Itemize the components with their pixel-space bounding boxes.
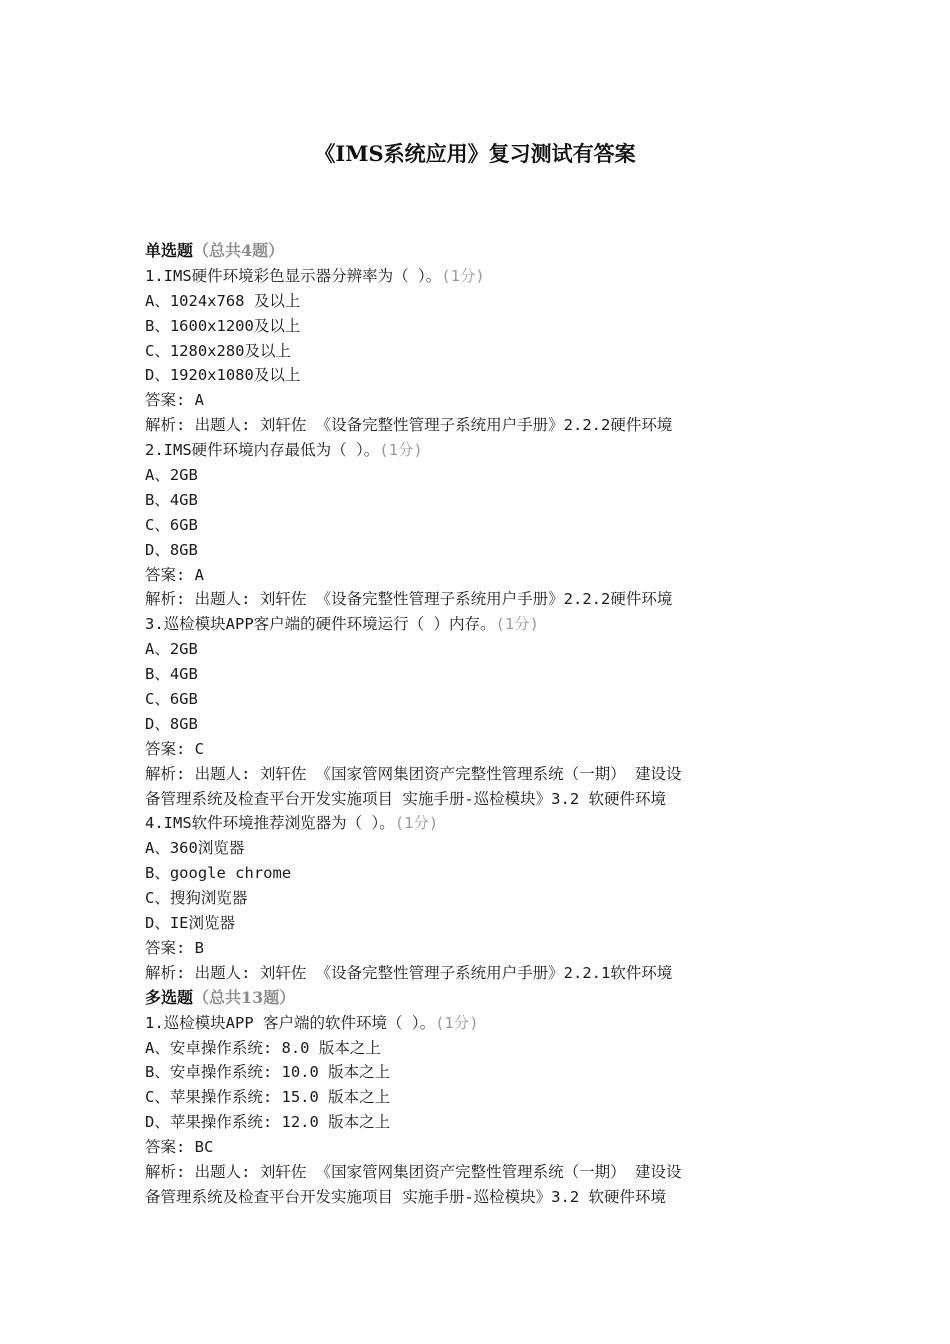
question-option: D、1920x1080及以上 <box>145 366 301 385</box>
question-option: A、2GB <box>145 466 198 485</box>
question-option: B、1600x1200及以上 <box>145 316 301 335</box>
question-stem <box>145 1011 825 1036</box>
question-analysis: 解析: 出题人: 刘轩佐 《设备完整性管理子系统用户手册》2.2.2硬件环境 <box>145 416 673 435</box>
document-title: 《IMS系统应用》复习测试有答案 <box>314 141 636 166</box>
question-option: A、安卓操作系统: 8.0 版本之上 <box>145 1038 381 1057</box>
question-analysis-continued: 备管理系统及检查平台开发实施项目 实施手册-巡检模块》3.2 软硬件环境 <box>145 789 666 808</box>
question-score: (1分) <box>379 441 423 460</box>
question-analysis: 解析: 出题人: 刘轩佐 《设备完整性管理子系统用户手册》2.2.1软件环境 <box>145 963 673 982</box>
question-option: C、搜狗浏览器 <box>145 889 248 908</box>
question-answer: 答案: A <box>145 391 204 410</box>
question-option: C、6GB <box>145 690 198 709</box>
question-option: A、1024x768 及以上 <box>145 291 301 310</box>
question-answer: 答案: C <box>145 739 204 758</box>
question-text: 3.巡检模块APP客户端的硬件环境运行（ ）内存。 <box>145 615 496 634</box>
question-stem <box>145 264 825 289</box>
question-text: 4.IMS软件环境推荐浏览器为（ ）。 <box>145 814 395 833</box>
section-count: （总共13题） <box>193 987 296 1007</box>
section-heading-single-choice <box>145 239 825 264</box>
question-answer: 答案: B <box>145 938 204 957</box>
question-answer: 答案: A <box>145 565 204 584</box>
section-count: （总共4题） <box>193 241 285 260</box>
question-option: D、8GB <box>145 540 198 559</box>
question-analysis: 解析: 出题人: 刘轩佐 《设备完整性管理子系统用户手册》2.2.2硬件环境 <box>145 590 673 609</box>
question-option: A、360浏览器 <box>145 839 245 858</box>
question-option: C、苹果操作系统: 15.0 版本之上 <box>145 1088 391 1107</box>
question-option: B、4GB <box>145 490 198 509</box>
question-score: (1分) <box>495 615 539 634</box>
question-analysis-continued: 备管理系统及检查平台开发实施项目 实施手册-巡检模块》3.2 软硬件环境 <box>145 1187 666 1206</box>
question-option: D、苹果操作系统: 12.0 版本之上 <box>145 1113 391 1132</box>
question-option: C、1280x280及以上 <box>145 341 291 360</box>
question-score: (1分) <box>394 814 439 833</box>
question-analysis: 解析: 出题人: 刘轩佐 《国家管网集团资产完整性管理系统（一期） 建设设 <box>145 1162 682 1181</box>
section-name: 单选题 <box>145 241 194 260</box>
question-analysis: 解析: 出题人: 刘轩佐 《国家管网集团资产完整性管理系统（一期） 建设设 <box>145 764 682 783</box>
question-answer: 答案: BC <box>145 1138 214 1157</box>
question-text: 2.IMS硬件环境内存最低为（ ）。 <box>145 441 380 460</box>
question-option: B、安卓操作系统: 10.0 版本之上 <box>145 1063 391 1082</box>
question-score: (1分) <box>441 266 485 285</box>
question-score: (1分) <box>435 1013 479 1032</box>
question-option: B、google chrome <box>145 864 292 883</box>
question-option: C、6GB <box>145 515 198 534</box>
question-option: D、8GB <box>145 714 198 733</box>
section-name: 多选题 <box>145 987 194 1007</box>
question-stem <box>145 438 825 463</box>
question-stem <box>145 811 825 836</box>
question-stem <box>145 612 825 637</box>
question-option: A、2GB <box>145 640 198 659</box>
document-body <box>145 239 825 1210</box>
question-text: 1.IMS硬件环境彩色显示器分辨率为（ ）。 <box>145 266 442 285</box>
question-option: B、4GB <box>145 665 198 684</box>
question-option: D、IE浏览器 <box>145 914 235 933</box>
question-text: 1.巡检模块APP 客户端的软件环境（ ）。 <box>145 1013 436 1032</box>
section-heading-multiple-choice <box>145 986 825 1011</box>
